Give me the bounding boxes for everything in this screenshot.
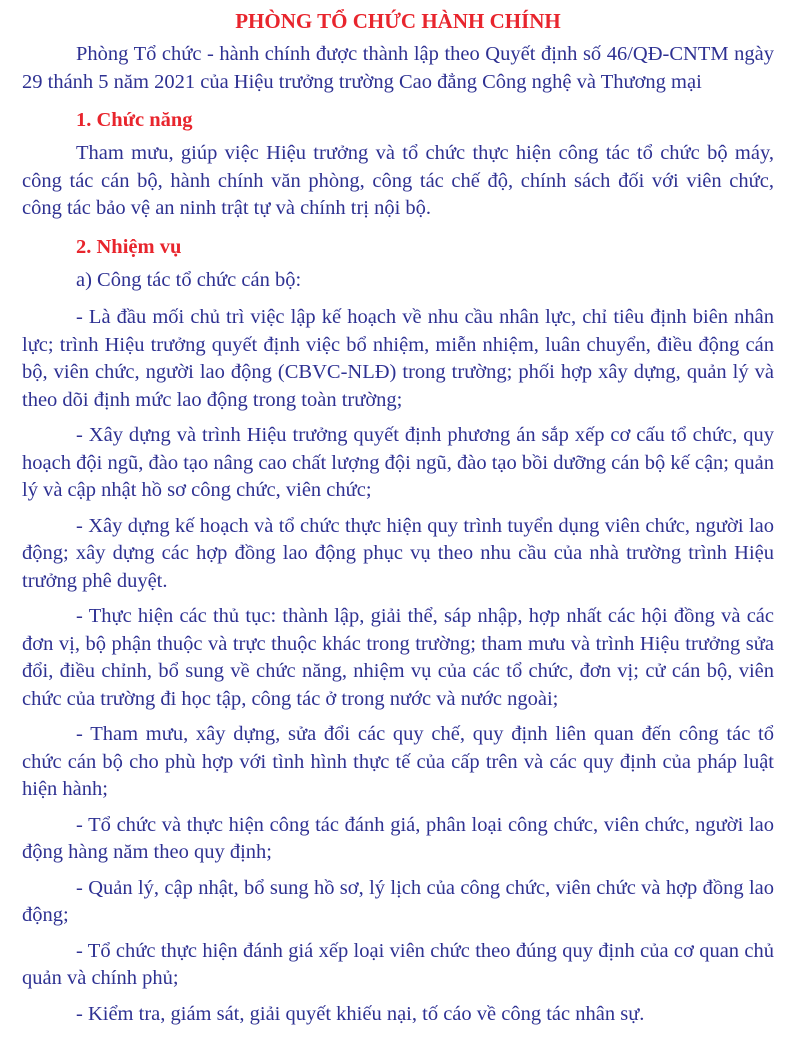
duty-item: - Tổ chức và thực hiện công tác đánh giá, phân loại công chức, viên chức, người lao động hàng năm theo quy định; [22,813,774,863]
duty-item: - Tham mưu, xây dựng, sửa đổi các quy chế, quy định liên quan đến công tác tổ chức cán bộ cho phù hợp với tình hình thực tế của cấp trên và các quy định của pháp luật hiện hành; [22,723,774,800]
duty-item: - Kiểm tra, giám sát, giải quyết khiếu nại, tố cáo về công tác nhân sự. [76,1002,645,1025]
duty-item: - Xây dựng kế hoạch và tổ chức thực hiện quy trình tuyển dụng viên chức, người lao động; xây dựng các hợp đồng lao động phục vụ theo nhu cầu của nhà trường trình Hiệu trưởng phê duyệt. [22,514,774,592]
duty-item: - Quản lý, cập nhật, bổ sung hồ sơ, lý lịch của công chức, viên chức và hợp đồng lao động; [22,876,774,926]
duty-item: - Xây dựng và trình Hiệu trưởng quyết định phương án sắp xếp cơ cấu tổ chức, quy hoạch đội ngũ, đào tạo nâng cao chất lượng đội ngũ, đào tạo bồi dưỡng cán bộ kế cận; quản lý và cập nhật hồ sơ công chức, viên chức; [22,424,774,501]
functions-paragraph: Tham mưu, giúp việc Hiệu trưởng và tổ chức thực hiện công tác tổ chức bộ máy, công tác cán bộ, hành chính văn phòng, công tác chế độ, chính sách đối với viên chức, công tác bảo vệ an ninh trật tự và chính trị nội bộ. [22,142,774,219]
intro-paragraph: Phòng Tổ chức - hành chính được thành lập theo Quyết định số 46/QĐ-CNTM ngày 29 thánh 5 năm 2021 của Hiệu trưởng trường Cao đẳng Công nghệ và Thương mại [22,43,774,93]
duty-item: - Thực hiện các thủ tục: thành lập, giải thể, sáp nhập, hợp nhất các hội đồng và các đơn vị, bộ phận thuộc và trực thuộc khác trong trường; tham mưu và trình Hiệu trưởng sửa đổi, điều chỉnh, bổ sung về chức năng, nhiệm vụ của các tổ chức, đơn vị; cử cán bộ, viên chức của trường đi học tập, công tác ở trong nước và nước ngoài; [22,605,774,710]
document-title: PHÒNG TỔ CHỨC HÀNH CHÍNH [235,9,561,33]
duty-item: - Tổ chức thực hiện đánh giá xếp loại viên chức theo đúng quy định của cơ quan chủ quản và chính phủ; [22,939,774,989]
duties-subheading: a) Công tác tổ chức cán bộ: [76,268,302,291]
section-heading-duties: 2. Nhiệm vụ [76,235,182,258]
duty-item: - Là đầu mối chủ trì việc lập kế hoạch về nhu cầu nhân lực, chỉ tiêu định biên nhân lực; trình Hiệu trưởng quyết định việc bổ nhiệm, miễn nhiệm, luân chuyển, điều động cán bộ, viên chức, người lao động (CBVC-NLĐ) trong trường; phối hợp xây dựng, quản lý và theo dõi định mức lao động trong toàn trường; [22,306,774,411]
section-heading-functions: 1. Chức năng [76,109,193,131]
